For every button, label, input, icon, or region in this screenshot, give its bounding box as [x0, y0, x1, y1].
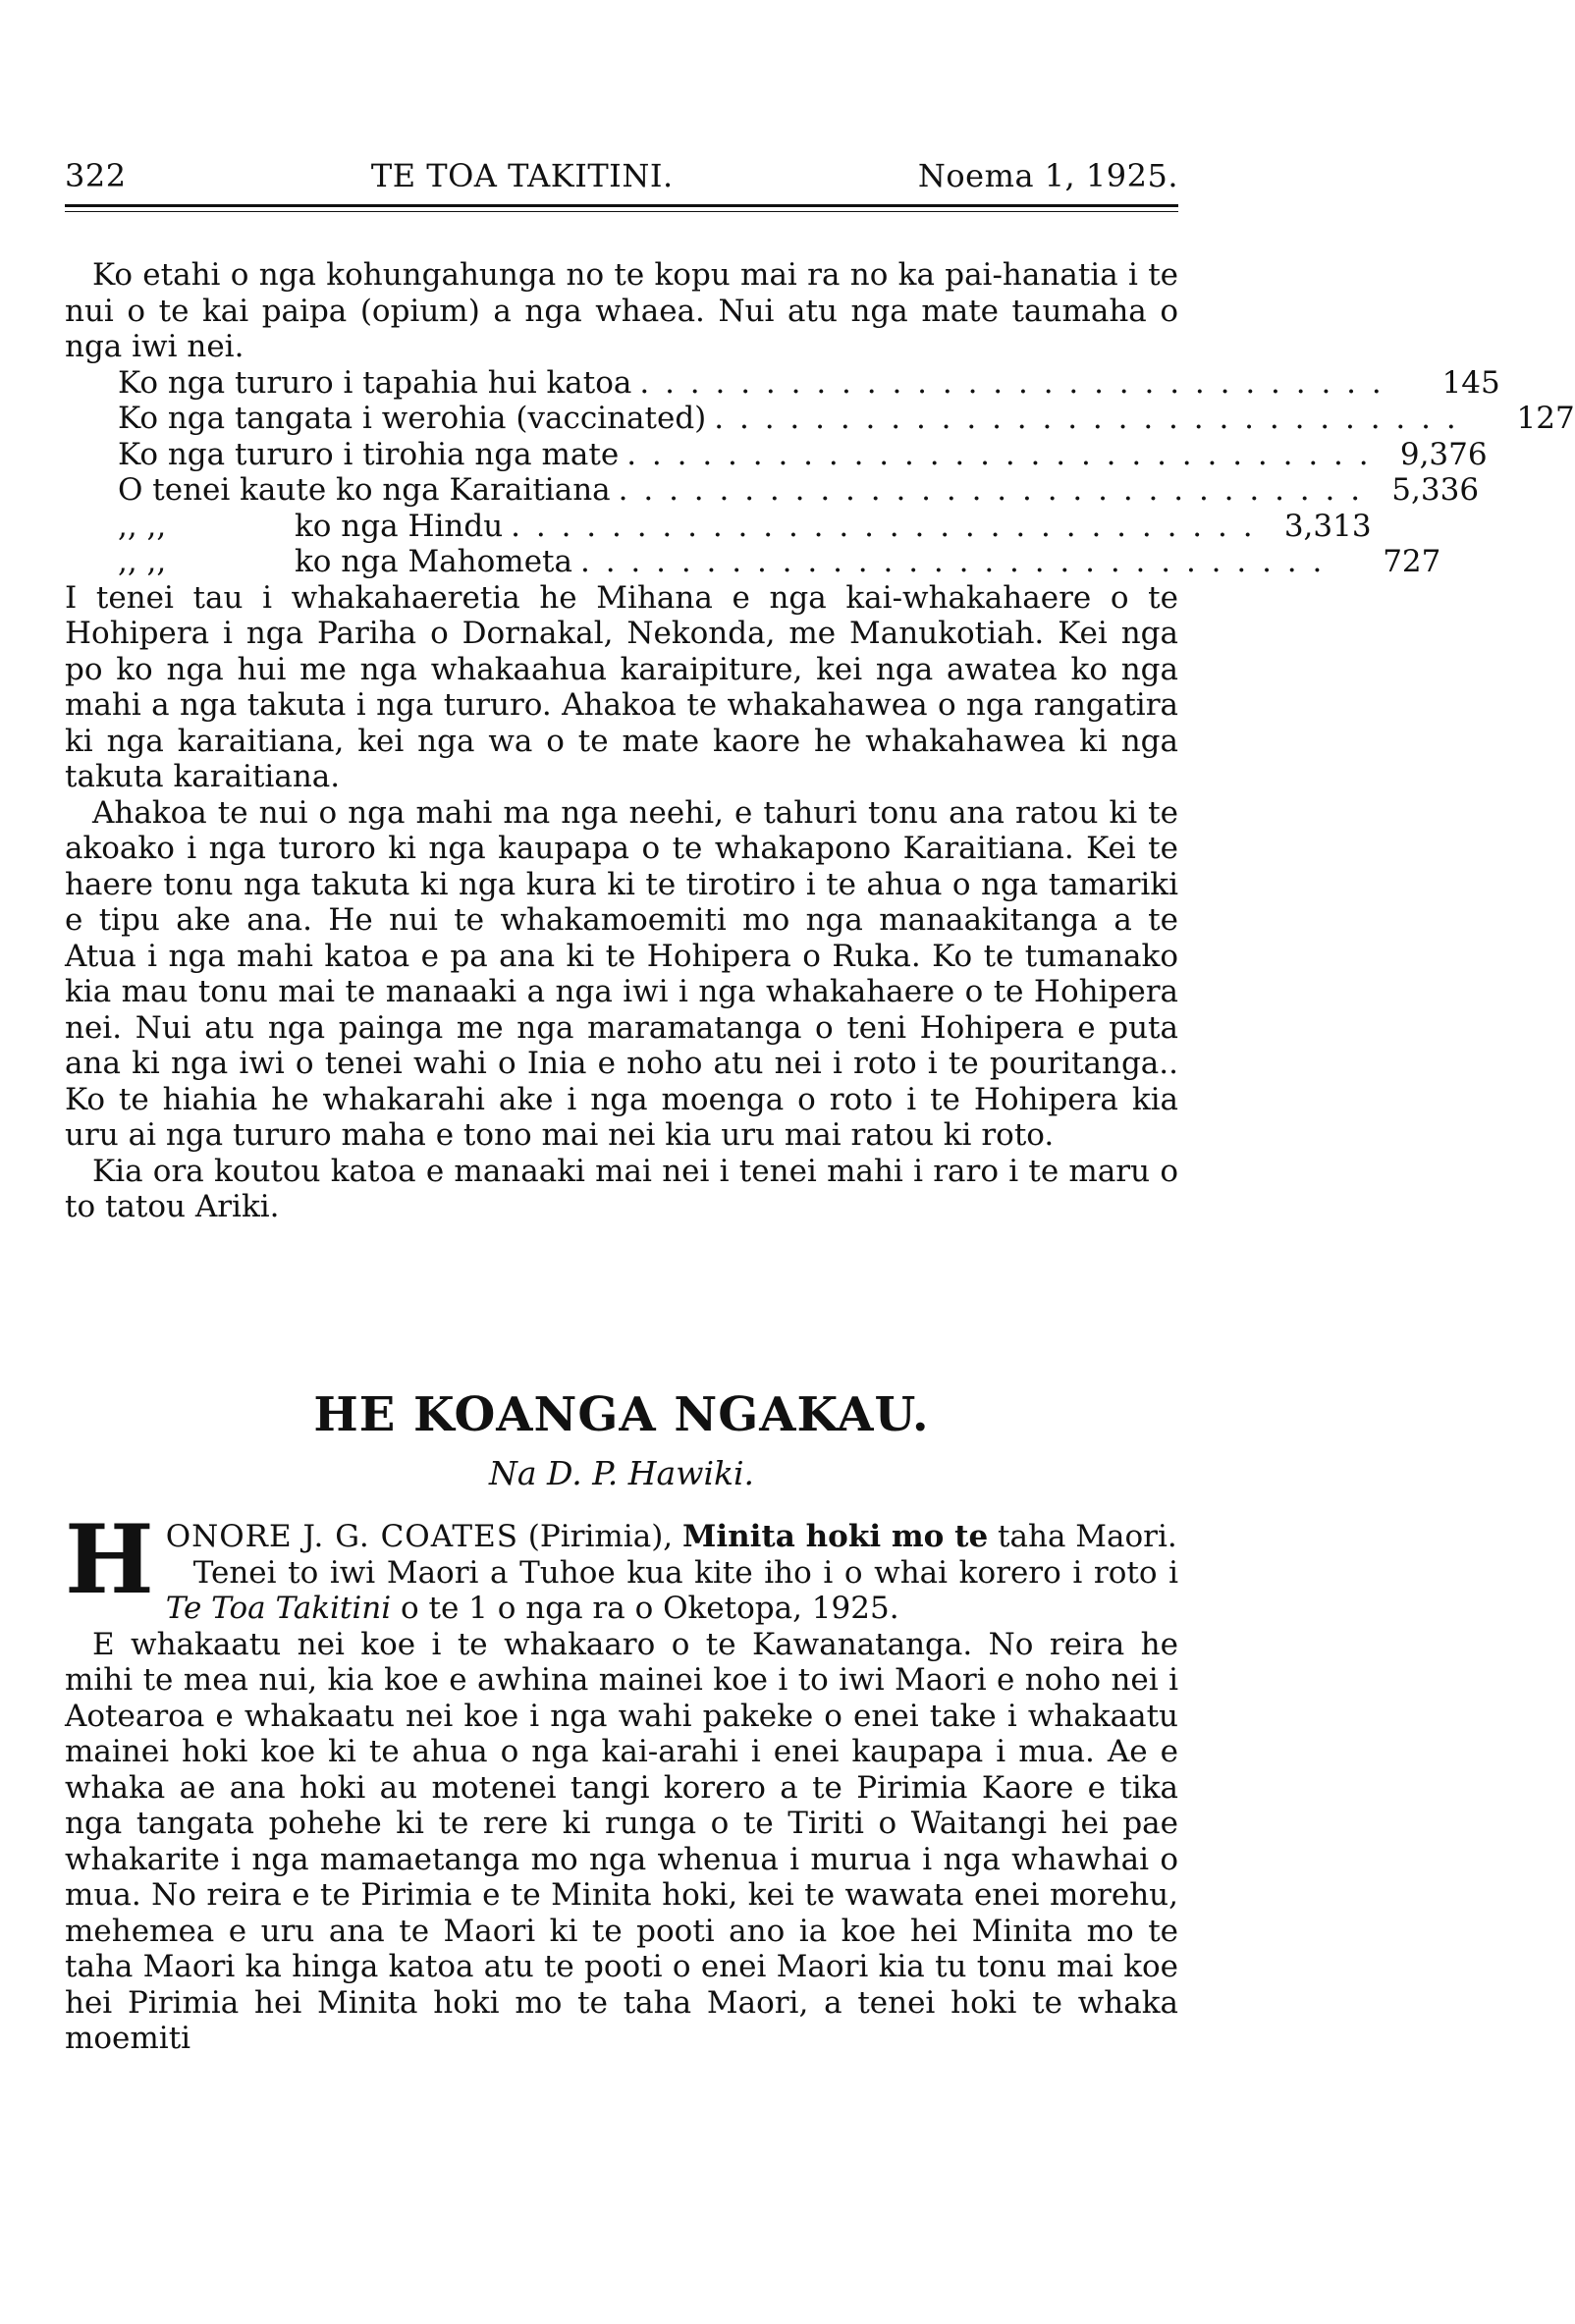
- report-intro: Ko etahi o nga kohungahunga no te kopu mai ra no ka pai-hanatia i te nui o te kai paipa (opium) a nga whaea. Nui atu nga mate taumaha o nga iwi nei.: [65, 257, 1178, 364]
- stat-label: ko nga Hindu: [295, 508, 504, 544]
- stat-value: 5,336: [1391, 472, 1480, 508]
- stat-value: 9,376: [1399, 436, 1488, 472]
- header-rule-thick: [65, 204, 1178, 207]
- journal-title: TE TOA TAKITINI.: [370, 157, 674, 194]
- article-paragraph: [65, 1555, 1178, 1627]
- leader-dots: . . . . . . . . . . . . . . . . . . . . . . . . . . . . . .: [618, 472, 1364, 508]
- stat-row: [118, 436, 1488, 473]
- stat-label: Ko nga tururo i tapahia hui katoa: [118, 364, 632, 401]
- article-title: HE KOANGA NGAKAU.: [313, 1387, 930, 1442]
- drop-cap: H: [65, 1504, 154, 1615]
- ditto-marks: ,, ,,: [118, 508, 167, 544]
- report-paragraph: Kia ora koutou katoa e manaaki mai nei i tenei mahi i raro i te maru o to tatou Ariki.: [65, 1153, 1178, 1224]
- text-run: Tenei to iwi Maori a Tuhoe kua kite iho i o whai korero i roto i: [192, 1554, 1178, 1591]
- salutation-minister: Minita hoki mo te: [682, 1519, 989, 1554]
- publication-title: Te Toa Takitini: [165, 1591, 392, 1626]
- ditto-marks: ,, ,,: [118, 544, 167, 579]
- report-paragraph: Ahakoa te nui o nga mahi ma nga neehi, e tahuri tonu ana ratou ki te akoako i nga turoro ki nga kaupapa o te whakapono Karaitiana. Kei te haere tonu nga takuta ki nga kura ki te tirotiro i te ahua o nga tamariki e tipu ake ana. He nui te whakamoemiti mo nga manaakitanga a te Atua i nga mahi katoa e pa ana ki te Hohipera o Ruka. Ko te tumanako kia mau tonu mai te manaaki a nga iwi i nga whakahaere o te Hohipera nei. Nui atu nga painga me nga maramatanga o teni Hohipera e puta ana ki nga iwi o tenei wahi o Inia e noho atu nei i roto i te pouritanga.. Ko te hiahia he whakarahi ake i nga moenga o roto i te Hohipera kia uru ai nga tururo maha e tono mai nei kia uru mai ratou ki roto.: [65, 794, 1178, 1153]
- stat-label: O tenei kaute ko nga Karaitiana: [118, 472, 611, 508]
- stat-row: [118, 508, 1372, 545]
- leader-dots: . . . . . . . . . . . . . . . . . . . . . . . . . . . . . .: [626, 436, 1372, 472]
- stat-value: 127: [1516, 401, 1575, 436]
- stat-label: ko nga Mahometa: [295, 544, 572, 579]
- stat-value: 727: [1383, 544, 1441, 579]
- text-run: o te 1 o nga ra o Oketopa, 1925.: [391, 1591, 899, 1626]
- article-paragraph: E whakaatu nei koe i te whakaaro o te Kawanatanga. No reira he mihi te mea nui, kia koe e awhina mainei koe i to iwi Maori e noho nei i Aotearoa e whakaatu nei koe i nga wahi pakeke o enei take i whakaatu mainei hoki koe ki te ahua o nga kai-arahi i enei kaupapa i mua. Ae e whaka ae ana hoki au motenei tangi korero a te Pirimia Kaore e tika nga tangata pohehe ki te rere ki runga o te Tiriti o Waitangi hei pae whakarite i nga mamaetanga mo nga whenua i murua i nga whawhai o mua. No reira e te Pirimia e te Minita hoki, kei te wawata enei morehu, mehemea e uru ana te Maori ki te pooti ano ia koe hei Minita mo te taha Maori ka hinga katoa atu te pooti o enei Maori kia tu tonu mai koe hei Pirimia hei Minita hoki mo te taha Maori, a tenei hoki te whaka moemiti: [65, 1626, 1178, 2056]
- stat-label: Ko nga tangata i werohia (vaccinated): [118, 401, 707, 436]
- article-body: [65, 1504, 1178, 2057]
- leader-dots: . . . . . . . . . . . . . . . . . . . . . . . . . . . . . .: [714, 401, 1459, 436]
- report-paragraph: I tenei tau i whakahaeretia he Mihana e nga kai-whakahaere o te Hohipera i nga Pariha o Dornakal, Nekonda, me Manukotiah. Kei nga po ko nga hui me nga whakaahua karaipiture, kei nga awatea ko nga mahi a nga takuta i nga tururo. Ahakoa te whakahawea o nga rangatira ki nga karaitiana, kei nga wa o te mate kaore he whakahawea ki nga takuta karaitiana.: [65, 579, 1178, 794]
- issue-date: Noema 1, 1925.: [917, 157, 1178, 194]
- stat-row: [118, 472, 1480, 509]
- header-rule-thin: [65, 211, 1178, 212]
- leader-dots: . . . . . . . . . . . . . . . . . . . . . . . . . . . . . .: [579, 544, 1326, 579]
- statistics-table: [118, 364, 1575, 580]
- leader-dots: . . . . . . . . . . . . . . . . . . . . . . . . . . . . . .: [511, 508, 1256, 544]
- stat-row: [118, 544, 1441, 580]
- stat-label: Ko nga tururo i tirohia nga mate: [118, 436, 620, 472]
- stat-row: [118, 401, 1575, 437]
- leader-dots: . . . . . . . . . . . . . . . . . . . . . . . . . . . . . .: [639, 364, 1385, 401]
- article-section: [65, 1387, 1178, 2057]
- salutation-end: taha Maori.: [988, 1519, 1177, 1554]
- stat-row: [118, 364, 1500, 402]
- salutation-name: ONORE J. G. COATES: [165, 1519, 518, 1554]
- report-body: [65, 257, 1575, 1225]
- stat-value: 145: [1441, 364, 1500, 401]
- page-number: 322: [65, 157, 127, 194]
- article-byline: Na D. P. Hawiki.: [488, 1454, 755, 1492]
- salutation-role: (Pirimia),: [517, 1519, 683, 1554]
- running-header: [65, 157, 1178, 200]
- stat-value: 3,313: [1283, 508, 1372, 544]
